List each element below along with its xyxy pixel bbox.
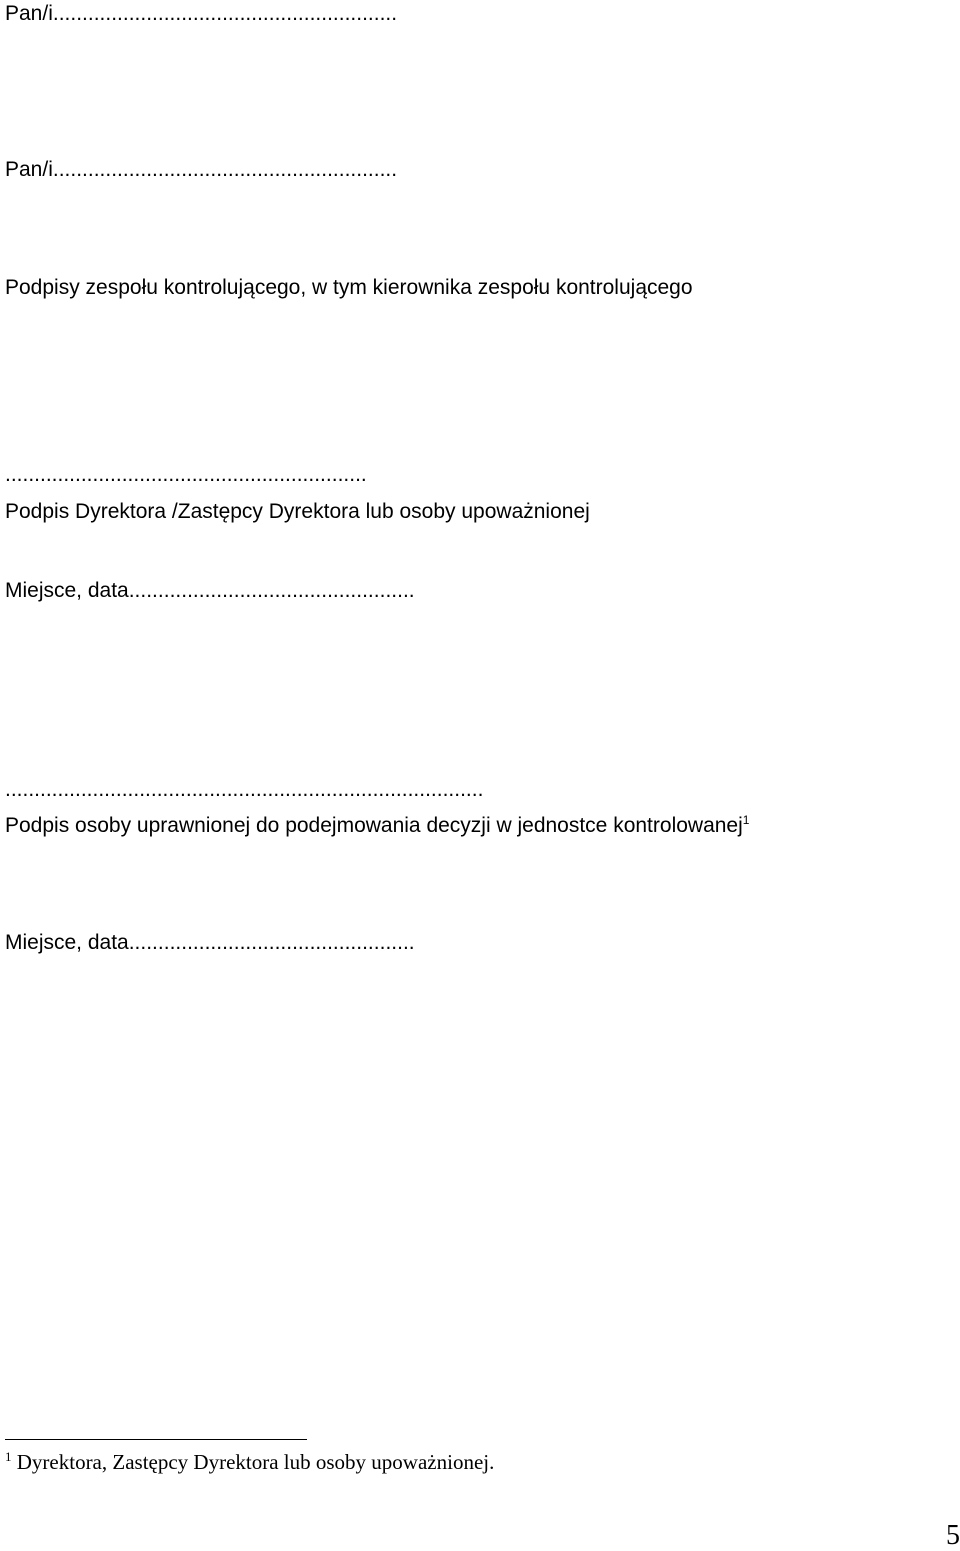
team-signatures-label: Podpisy zespołu kontrolującego, w tym kierownika zespołu kontrolującego bbox=[5, 276, 693, 299]
footnote-separator bbox=[5, 1439, 307, 1440]
place-date-line-1: Miejsce, data................................................. bbox=[5, 579, 415, 602]
authorized-signature-label bbox=[5, 814, 749, 838]
footnote bbox=[5, 1450, 494, 1474]
place-date-line-2: Miejsce, data................................................. bbox=[5, 931, 415, 954]
director-signature-dots: .............................................................. bbox=[5, 463, 367, 486]
page-number: 5 bbox=[946, 1520, 960, 1551]
footnote-text: Dyrektora, Zastępcy Dyrektora lub osoby upoważnionej. bbox=[16, 1450, 495, 1474]
authorized-signature-text: Podpis osoby uprawnionej do podejmowania decyzji w jednostce kontrolowanej bbox=[5, 814, 743, 837]
pan-line-1: Pan/i........................................................... bbox=[5, 2, 398, 25]
pan-line-2: Pan/i........................................................... bbox=[5, 158, 398, 181]
authorized-signature-dots: .................................................................................. bbox=[5, 778, 484, 801]
director-signature-label: Podpis Dyrektora /Zastępcy Dyrektora lub osoby upoważnionej bbox=[5, 500, 590, 523]
footnote-reference: 1 bbox=[742, 813, 750, 827]
footnote-marker: 1 bbox=[5, 1449, 12, 1464]
